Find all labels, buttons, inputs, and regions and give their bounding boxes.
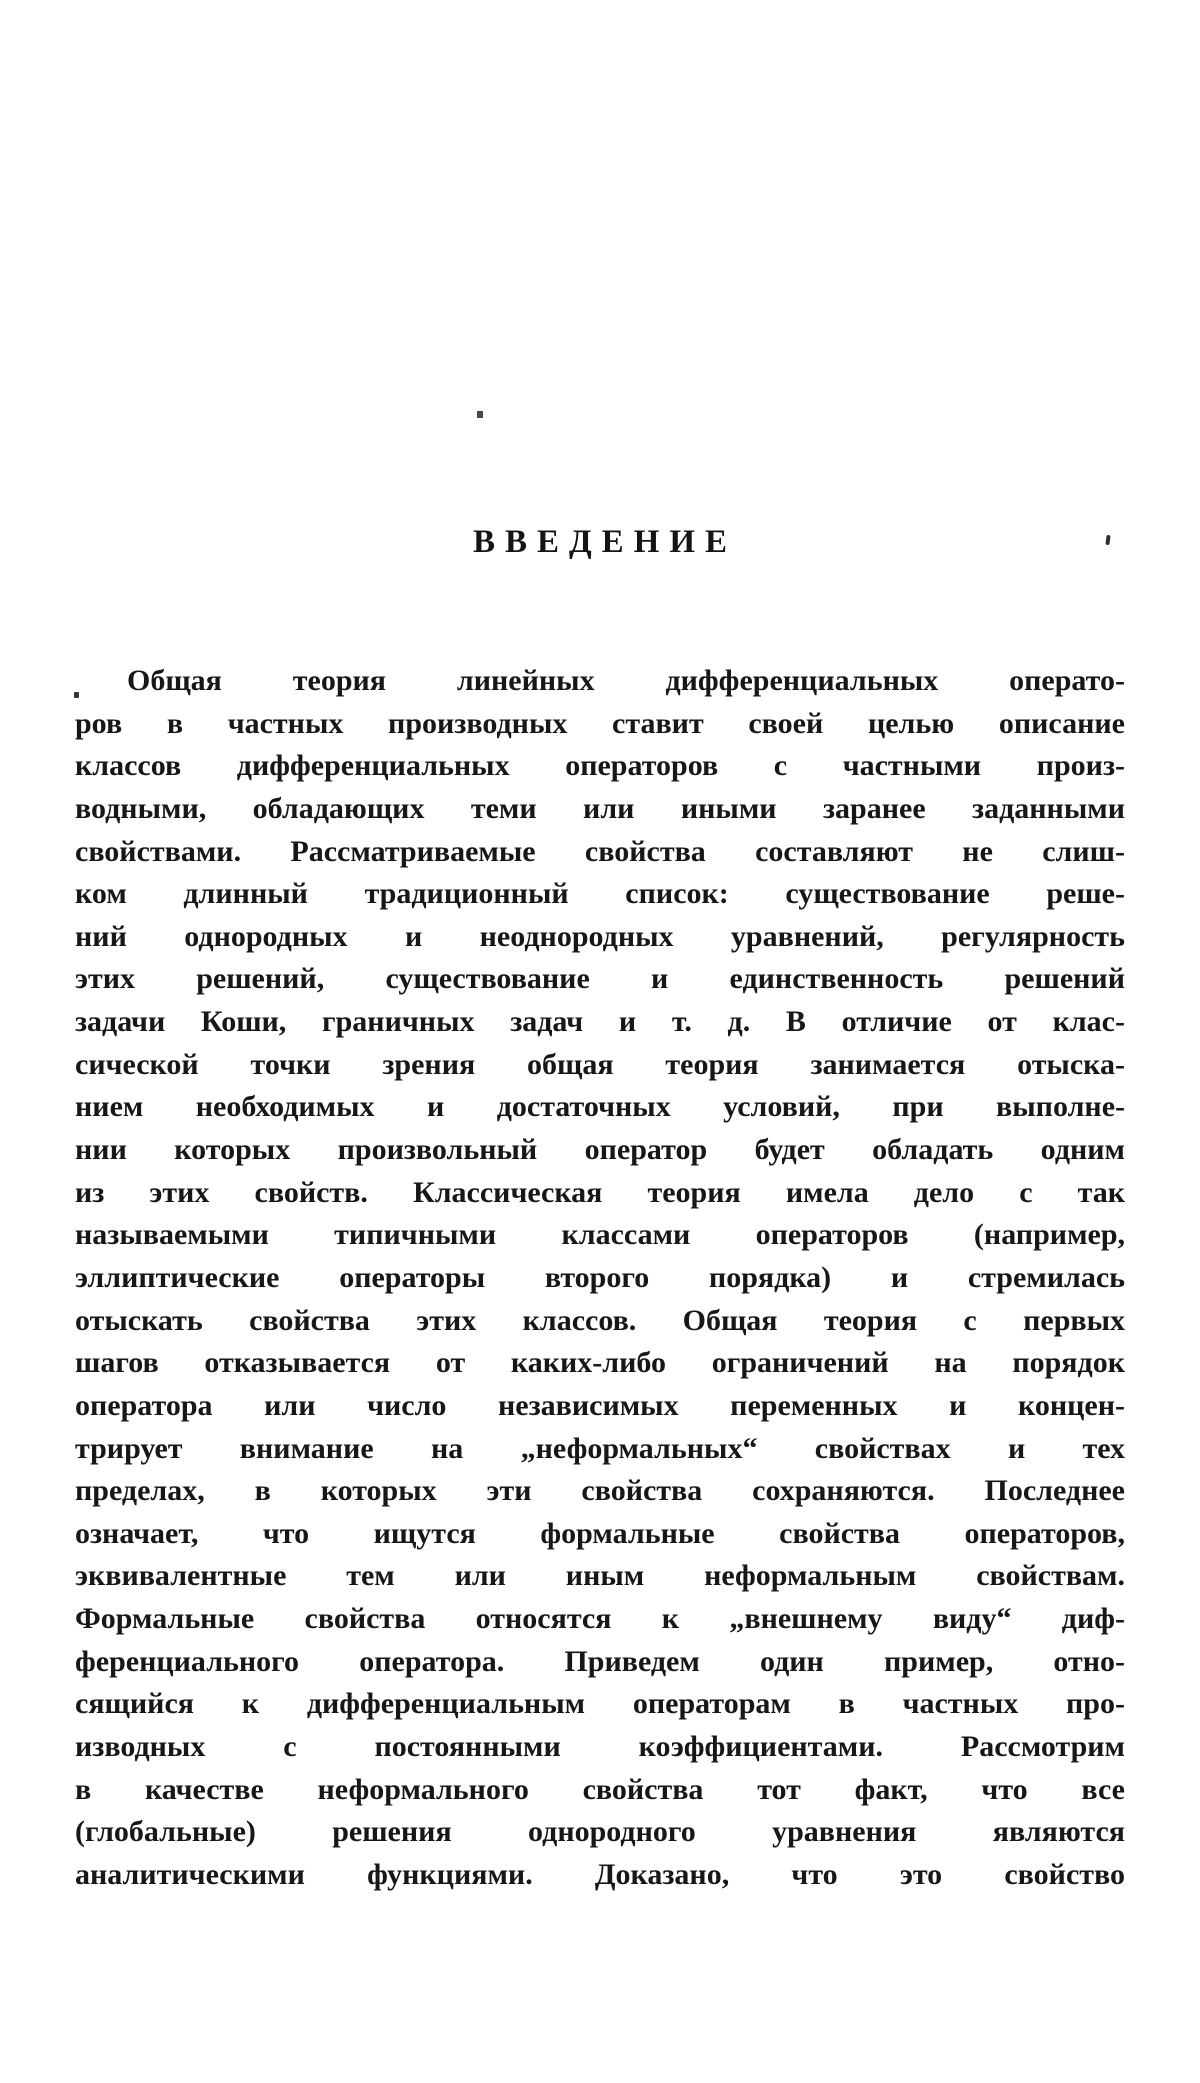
text-line: оператора или число независимых переменных и концен- [75, 1388, 1125, 1422]
text-line: шагов отказывается от каких-либо ограничений на порядок [75, 1346, 1125, 1380]
text-line: водными, обладающих теми или иными заранее заданными [75, 791, 1125, 825]
text-line: отыскать свойства этих классов. Общая теория с первых [75, 1303, 1125, 1337]
text-line: свойствами. Рассматриваемые свойства составляют не слиш- [75, 834, 1125, 868]
text-line: называемыми типичными классами операторов (например, [75, 1218, 1125, 1252]
body-paragraph [75, 660, 1125, 1897]
text-line: пределах, в которых эти свойства сохраняются. Последнее [75, 1474, 1125, 1508]
text-line: трирует внимание на „неформальных“ свойствах и тех [75, 1431, 1125, 1465]
text-line: в качестве неформального свойства тот факт, что все [75, 1772, 1125, 1806]
text-line: означает, что ищутся формальные свойства операторов, [75, 1516, 1125, 1550]
text-line: классов дифференциальных операторов с частными произ- [75, 749, 1125, 783]
text-line: Формальные свойства относятся к „внешнему виду“ диф- [75, 1602, 1125, 1636]
scan-speck [477, 411, 483, 418]
text-line: ров в частных производных ставит своей целью описание [75, 706, 1125, 740]
text-line: аналитическими функциями. Доказано, что это свойство [75, 1857, 1125, 1891]
text-line: задачи Коши, граничных задач и т. д. В отличие от клас- [75, 1005, 1125, 1039]
text-line: ференциального оператора. Приведем один пример, отно- [75, 1644, 1125, 1678]
text-line: эллиптические операторы второго порядка) и стремилась [75, 1260, 1125, 1294]
text-line: этих решений, существование и единственность решений [75, 962, 1125, 996]
text-line: ний однородных и неоднородных уравнений, регулярность [75, 919, 1125, 953]
text-line: эквивалентные тем или иным неформальным свойствам. [75, 1559, 1125, 1593]
text-line: из этих свойств. Классическая теория имела дело с так [75, 1175, 1125, 1209]
text-line: Общая теория линейных дифференциальных операто- [127, 664, 1125, 697]
chapter-heading: ВВЕДЕНИЕ [472, 524, 738, 560]
text-line: сящийся к дифференциальным операторам в частных про- [75, 1687, 1125, 1721]
text-line: нии которых произвольный оператор будет обладать одним [75, 1133, 1125, 1167]
text-line: сической точки зрения общая теория занимается отыска- [75, 1047, 1125, 1081]
text-line: ком длинный традиционный список: существование реше- [75, 877, 1125, 911]
text-line: изводных с постоянными коэффициентами. Рассмотрим [75, 1730, 1125, 1764]
text-line: (глобальные) решения однородного уравнения являются [75, 1815, 1125, 1849]
text-line: нием необходимых и достаточных условий, при выполне- [75, 1090, 1125, 1124]
